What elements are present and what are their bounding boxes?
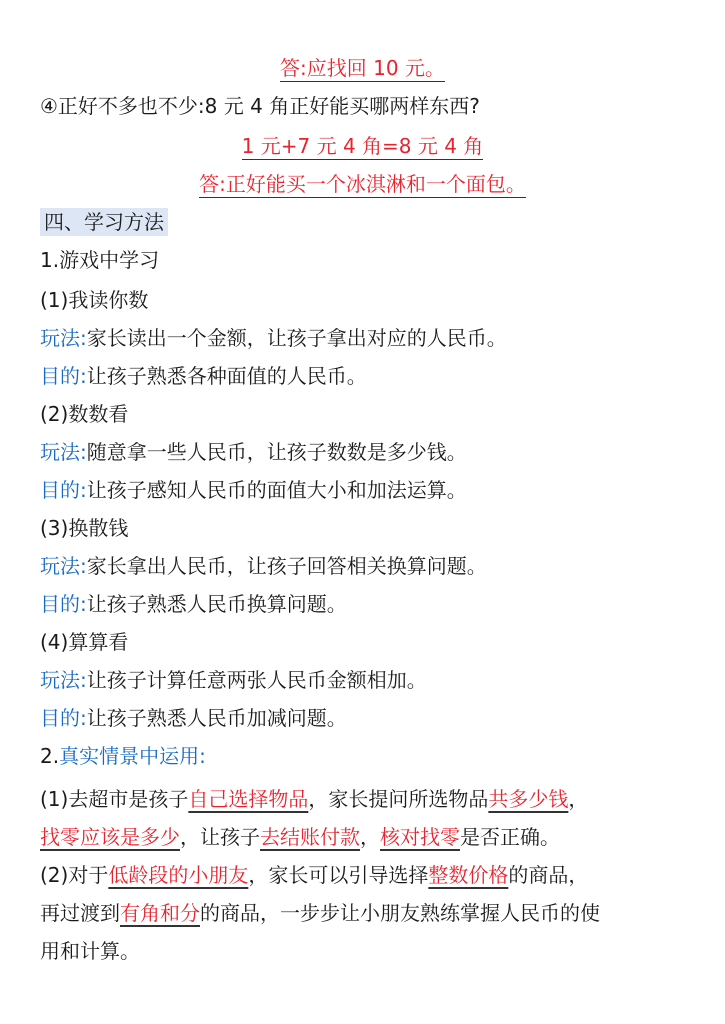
answer-line-2	[0, 170, 725, 198]
game-3-goal	[40, 590, 690, 618]
goal-text: 让孩子熟悉人民币换算问题。	[86, 592, 347, 616]
p1-text: (1)去超市是孩子	[40, 787, 189, 811]
p1-text: 是否正确。	[460, 825, 560, 849]
goal-label: 目的:	[40, 478, 87, 502]
subheading-2	[40, 742, 690, 770]
goal-text: 让孩子感知人民币的面值大小和加法运算。	[86, 478, 467, 502]
p1-text: ，让孩子	[180, 825, 260, 849]
p1-text: ，	[568, 787, 589, 811]
equation-text: 1 元+7 元 4 角=8 元 4 角	[241, 134, 484, 158]
game-2-goal	[40, 476, 690, 504]
goal-text: 让孩子熟悉各种面值的人民币。	[86, 364, 367, 388]
paragraph-2	[40, 856, 690, 970]
game-1-goal	[40, 362, 690, 390]
paragraph-1	[40, 780, 690, 856]
p2-text: 的商品，一步步让小朋友熟练掌握人民币的使	[200, 901, 600, 925]
play-label: 玩法:	[40, 668, 87, 692]
game-4-play	[40, 666, 690, 694]
p2-highlight: 低龄段的小朋友	[108, 863, 249, 887]
p1-text: ，	[360, 825, 380, 849]
game-4-title: (4)算算看	[40, 630, 129, 654]
goal-label: 目的:	[40, 706, 87, 730]
subheading-2-number: 2.	[40, 744, 60, 768]
p2-text: 的商品，	[508, 863, 589, 887]
answer-2-text: 答:正好能买一个冰淇淋和一个面包。	[199, 172, 526, 196]
p1-highlight: 核对找零	[380, 825, 460, 849]
p1-text: ，家长提问所选物品	[308, 787, 489, 811]
game-1-play	[40, 324, 690, 352]
question-4: ④正好不多也不少:8 元 4 角正好能买哪两样东西?	[40, 94, 480, 118]
play-text: 随意拿一些人民币，让孩子数数是多少钱。	[86, 440, 467, 464]
p2-highlight: 整数价格	[428, 863, 509, 887]
play-text: 让孩子计算任意两张人民币金额相加。	[86, 668, 427, 692]
p2-text: ，家长可以引导选择	[248, 863, 429, 887]
game-3-title: (3)换散钱	[40, 516, 129, 540]
p1-highlight: 去结账付款	[260, 825, 360, 849]
game-2-title: (2)数数看	[40, 402, 129, 426]
goal-label: 目的:	[40, 592, 87, 616]
game-1-title: (1)我读你数	[40, 288, 149, 312]
p1-highlight: 自己选择物品	[188, 787, 309, 811]
subheading-1: 1.游戏中学习	[40, 248, 160, 272]
play-label: 玩法:	[40, 440, 87, 464]
subheading-2-text: 真实情景中运用:	[59, 744, 206, 768]
p2-text: 再过渡到	[40, 901, 120, 925]
answer-line-1	[0, 54, 725, 82]
play-text: 家长读出一个金额，让孩子拿出对应的人民币。	[86, 326, 507, 350]
section-title: 四、学习方法	[40, 208, 168, 236]
p2-text: 用和计算。	[40, 939, 140, 963]
section-heading	[40, 208, 690, 236]
play-label: 玩法:	[40, 554, 87, 578]
play-text: 家长拿出人民币，让孩子回答相关换算问题。	[86, 554, 487, 578]
p1-highlight: 共多少钱	[488, 787, 569, 811]
game-2-play	[40, 438, 690, 466]
game-4-goal	[40, 704, 690, 732]
p2-text: (2)对于	[40, 863, 109, 887]
answer-1-text: 答:应找回 10 元。	[280, 56, 445, 80]
game-3-play	[40, 552, 690, 580]
goal-text: 让孩子熟悉人民币加减问题。	[86, 706, 347, 730]
p2-highlight: 有角和分	[120, 901, 200, 925]
p1-highlight: 找零应该是多少	[40, 825, 180, 849]
equation-line	[0, 132, 725, 160]
goal-label: 目的:	[40, 364, 87, 388]
play-label: 玩法:	[40, 326, 87, 350]
